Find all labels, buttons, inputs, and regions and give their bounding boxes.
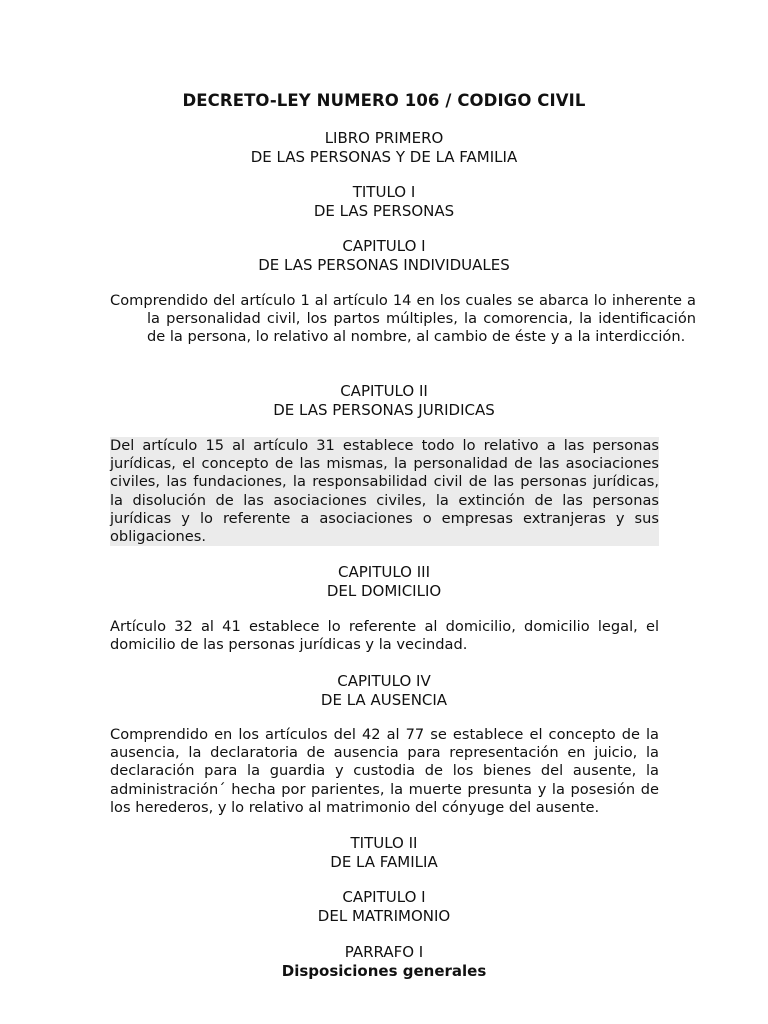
capitulo1-line2: DE LAS PERSONAS INDIVIDUALES: [258, 256, 510, 274]
capitulo1-line1: CAPITULO I: [342, 237, 426, 255]
parrafo1-heading: [0, 943, 768, 981]
capitulo3-paragraph: Artículo 32 al 41 establece lo referente al domicilio, domicilio legal, el domicilio de las personas jurídicas y la vecindad.: [110, 618, 659, 654]
titulo2-line2: DE LA FAMILIA: [330, 853, 438, 871]
titulo1-heading: [0, 183, 768, 221]
libro-line1: LIBRO PRIMERO: [324, 129, 444, 147]
capitulo1b-heading: [0, 888, 768, 926]
titulo2-line1: TITULO II: [350, 834, 418, 852]
capitulo3-line1: CAPITULO III: [337, 563, 430, 581]
capitulo2-line1: CAPITULO II: [340, 382, 428, 400]
libro-line2: DE LAS PERSONAS Y DE LA FAMILIA: [250, 148, 518, 166]
capitulo2-paragraph: Del artículo 15 al artículo 31 establece todo lo relativo a las personas jurídicas, el concepto de las mismas, la personalidad de las asociaciones civiles, las fundaciones, la responsabilidad civil de las personas jurídicas, la disolución de las asociaciones civiles, la extinción de las personas jurídicas y lo referente a asociaciones o empresas extranjeras y sus obligaciones.: [110, 437, 659, 546]
capitulo1-paragraph: Comprendido del artículo 1 al artículo 14 en los cuales se abarca lo inherente a la personalidad civil, los partos múltiples, la comorencia, la identificación de la persona, lo relativo al nombre, al cambio de éste y a la interdicción.: [110, 292, 696, 346]
capitulo4-line2: DE LA AUSENCIA: [320, 691, 448, 709]
capitulo4-heading: [0, 672, 768, 710]
capitulo3-line2: DEL DOMICILIO: [326, 582, 442, 600]
capitulo2-line2: DE LAS PERSONAS JURIDICAS: [273, 401, 495, 419]
libro-heading: [0, 129, 768, 167]
capitulo1-heading: [0, 237, 768, 275]
capitulo1b-line2: DEL MATRIMONIO: [317, 907, 451, 925]
capitulo4-line1: CAPITULO IV: [337, 672, 431, 690]
titulo1-line1: TITULO I: [352, 183, 416, 201]
capitulo3-heading: [0, 563, 768, 601]
capitulo1b-line1: CAPITULO I: [342, 888, 426, 906]
document-title: DECRETO-LEY NUMERO 106 / CODIGO CIVIL: [182, 91, 586, 110]
titulo2-heading: [0, 834, 768, 872]
capitulo4-paragraph: Comprendido en los artículos del 42 al 77 se establece el concepto de la ausencia, la declaratoria de ausencia para representación en juicio, la declaración para la guardia y custodia de los bienes del ausente, la administración´ hecha por parientes, la muerte presunta y la posesión de los herederos, y lo relativo al matrimonio del cónyuge del ausente.: [110, 726, 659, 816]
parrafo1-line2: Disposiciones generales: [281, 962, 487, 980]
capitulo2-heading: [0, 382, 768, 420]
parrafo1-line1: PARRAFO I: [344, 943, 424, 961]
titulo1-line2: DE LAS PERSONAS: [313, 202, 455, 220]
